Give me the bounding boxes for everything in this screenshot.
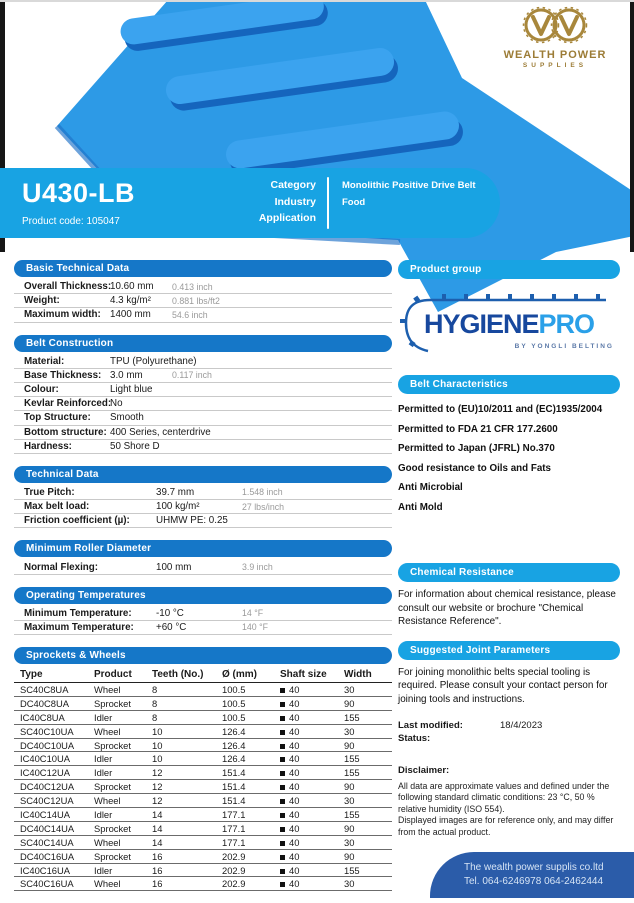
belt-characteristics-list (398, 400, 620, 517)
last-modified-label: Last modified: (398, 719, 463, 731)
table-cell: 155 (344, 753, 360, 765)
spec-value: No (110, 398, 123, 410)
table-cell: 151.4 (222, 781, 246, 793)
category-label: Category (270, 179, 316, 191)
spec-row (14, 383, 392, 397)
table-cell: 177.1 (222, 836, 246, 848)
table-cell: 8 (152, 711, 158, 723)
table-cell: 40 (274, 767, 338, 778)
spec-imperial-value: 14 °F (242, 608, 264, 619)
table-cell: 14 (152, 808, 163, 820)
spec-label: Minimum Temperature: (24, 607, 132, 619)
table-cell: 90 (344, 739, 355, 751)
section-operating-temperatures (14, 587, 392, 635)
table-cell: 90 (344, 781, 355, 793)
footer-telephone: Tel. 064-6246978 064-2462444 (464, 875, 604, 887)
table-cell: 40 (274, 878, 338, 889)
pro-text: PRO (538, 309, 595, 339)
square-shaft-icon (280, 688, 285, 693)
spec-row (14, 621, 392, 635)
column-header: Ø (mm) (222, 669, 257, 680)
spec-label: Normal Flexing: (24, 561, 99, 573)
section-title: Operating Temperatures (14, 587, 392, 604)
application-label: Application (258, 212, 316, 224)
table-cell: 40 (274, 837, 338, 848)
table-cell: SC40C10UA (20, 725, 74, 737)
page-top-border (0, 0, 634, 2)
table-cell: Idler (94, 767, 113, 779)
status-label: Status: (398, 732, 431, 744)
spec-row (14, 355, 392, 369)
spec-row (14, 426, 392, 440)
table-row (14, 711, 392, 725)
table-row (14, 752, 392, 766)
table-cell: SC40C16UA (20, 878, 74, 890)
spec-row (14, 440, 392, 454)
table-cell: 202.9 (222, 878, 246, 890)
square-shaft-icon (280, 744, 285, 749)
hygienepro-logo (398, 289, 620, 363)
spec-imperial-value: 54.6 inch (172, 309, 208, 320)
spec-row (14, 280, 392, 294)
spec-label: Base Thickness: (24, 369, 102, 381)
table-cell: 40 (274, 851, 338, 862)
square-shaft-icon (280, 827, 285, 832)
table-row (14, 822, 392, 836)
table-cell: 100.5 (222, 711, 246, 723)
table-cell: 126.4 (222, 725, 246, 737)
specs-column (14, 260, 392, 903)
brand-subtitle: SUPPLIES (522, 62, 588, 69)
table-cell: Idler (94, 711, 113, 723)
table-cell: 16 (152, 850, 163, 862)
disclaimer-text (398, 781, 620, 839)
chemical-resistance-text: For information about chemical resistance, please consult our website or brochure "Chemical Resistance Reference". (398, 589, 616, 628)
square-shaft-icon (280, 771, 285, 776)
header-meta-values (342, 178, 476, 211)
table-cell: Wheel (94, 725, 121, 737)
table-cell: IC40C12UA (20, 767, 71, 779)
spec-imperial-value: 0.117 inch (172, 370, 212, 381)
table-cell: 126.4 (222, 739, 246, 751)
suggested-joint-text: For joining monolithic belts special tooling is required. Please consult your contact person for joining tools and instructions. (398, 666, 608, 705)
header-divider (327, 177, 329, 229)
table-cell: 16 (152, 878, 163, 890)
table-cell: 12 (152, 767, 163, 779)
spec-value: UHMW PE: 0.25 (156, 515, 228, 527)
spec-value: -10 °C (156, 607, 184, 619)
wealth-power-supplies-logo (490, 6, 620, 69)
square-shaft-icon (280, 869, 285, 874)
spec-value: 10.60 mm (110, 281, 154, 293)
characteristic-item: Anti Microbial (398, 482, 463, 493)
info-column (398, 260, 620, 839)
sprockets-table (14, 667, 392, 891)
square-shaft-icon (280, 702, 285, 707)
table-cell: 40 (274, 684, 338, 695)
table-cell: DC40C12UA (20, 781, 75, 793)
characteristic-item: Permitted to (EU)10/2011 and (EC)1935/2004 (398, 404, 603, 415)
table-row (14, 739, 392, 753)
table-cell: Idler (94, 753, 113, 765)
table-cell: 12 (152, 781, 163, 793)
spec-label: Kevlar Reinforced: (24, 398, 112, 410)
spec-imperial-value: 0.413 inch (172, 281, 213, 292)
table-row (14, 850, 392, 864)
last-modified-value: 18/4/2023 (500, 719, 543, 731)
table-row (14, 864, 392, 878)
product-title: U430-LB (22, 178, 136, 208)
spec-rows (14, 486, 392, 529)
spec-imperial-value: 140 °F (242, 622, 269, 633)
belt-characteristics-title: Belt Characteristics (398, 375, 620, 394)
table-cell: 12 (152, 795, 163, 807)
table-cell: 126.4 (222, 753, 246, 765)
table-cell: 40 (274, 726, 338, 737)
section-title: Minimum Roller Diameter (14, 540, 392, 557)
table-cell: SC40C8UA (20, 683, 69, 695)
spec-value: TPU (Polyurethane) (110, 355, 197, 367)
table-cell: 10 (152, 739, 163, 751)
table-cell: SC40C14UA (20, 836, 74, 848)
table-row (14, 808, 392, 822)
spec-value: Light blue (110, 384, 153, 396)
table-cell: SC40C12UA (20, 795, 74, 807)
spec-label: True Pitch: (24, 486, 75, 498)
section-basic-technical-data (14, 260, 392, 323)
column-header: Width (344, 669, 372, 680)
status-row (398, 732, 620, 745)
table-cell: 30 (344, 683, 355, 695)
characteristic-item: Permitted to FDA 21 CFR 177.2600 (398, 423, 558, 435)
spec-row (14, 294, 392, 308)
square-shaft-icon (280, 813, 285, 818)
table-cell: 30 (344, 836, 355, 848)
spec-label: Material: (24, 355, 65, 367)
table-cell: Sprocket (94, 850, 131, 862)
section-title: Technical Data (14, 466, 392, 483)
spec-value: +60 °C (156, 621, 187, 633)
table-cell: 155 (344, 711, 360, 723)
column-header: Type (20, 669, 43, 680)
spec-row (14, 411, 392, 425)
table-header-row (14, 667, 392, 683)
table-cell: DC40C14UA (20, 822, 75, 834)
spec-value: 100 kg/m² (156, 501, 200, 513)
table-cell: 151.4 (222, 795, 246, 807)
product-code: Product code: 105047 (22, 216, 120, 227)
spec-row (14, 369, 392, 383)
table-cell: Sprocket (94, 822, 131, 834)
spec-imperial-value: 27 lbs/inch (242, 501, 285, 512)
suggested-joint-title: Suggested Joint Parameters (398, 641, 620, 660)
disclaimer-line-2: Displayed images are for reference only, and may differ from the actual product. (398, 815, 614, 837)
table-cell: Wheel (94, 836, 121, 848)
spec-label: Colour: (24, 384, 59, 396)
table-cell: 90 (344, 850, 355, 862)
table-row (14, 683, 392, 697)
document-meta (398, 719, 620, 745)
table-cell: Wheel (94, 683, 121, 695)
spec-rows (14, 280, 392, 323)
table-cell: 90 (344, 822, 355, 834)
last-modified-row (398, 719, 620, 732)
table-cell: 14 (152, 822, 163, 834)
section-title: Basic Technical Data (14, 260, 392, 277)
table-cell: Sprocket (94, 781, 131, 793)
table-cell: 16 (152, 864, 163, 876)
spec-value: Smooth (110, 412, 144, 424)
table-row (14, 725, 392, 739)
table-cell: 177.1 (222, 822, 246, 834)
characteristic-item: Good resistance to Oils and Fats (398, 462, 551, 474)
spec-row (14, 514, 392, 528)
table-cell: Sprocket (94, 697, 131, 709)
table-cell: 177.1 (222, 808, 246, 820)
table-row (14, 794, 392, 808)
spec-row (14, 500, 392, 514)
spec-row (14, 397, 392, 411)
column-header: Product (94, 669, 132, 680)
industry-value: Food (342, 196, 366, 208)
table-cell: 155 (344, 864, 360, 876)
spec-row (14, 560, 392, 574)
hygiene-text: HYGIENE (424, 309, 539, 339)
square-shaft-icon (280, 841, 285, 846)
table-cell: 100.5 (222, 683, 246, 695)
square-shaft-icon (280, 882, 285, 887)
section-minimum-roller-diameter (14, 540, 392, 574)
table-cell: Wheel (94, 878, 121, 890)
table-cell: 155 (344, 808, 360, 820)
square-shaft-icon (280, 757, 285, 762)
industry-label: Industry (274, 195, 316, 208)
spec-row (14, 486, 392, 500)
table-cell: 8 (152, 683, 158, 695)
table-cell: 40 (274, 753, 338, 764)
spec-row (14, 607, 392, 621)
table-cell: 30 (344, 725, 355, 737)
square-shaft-icon (280, 855, 285, 860)
table-cell: Sprocket (94, 739, 131, 751)
disclaimer-title: Disclaimer: (398, 764, 450, 776)
spec-value: 39.7 mm (156, 486, 195, 498)
table-cell: 10 (152, 725, 163, 737)
table-cell: 151.4 (222, 767, 246, 779)
table-cell: 10 (152, 753, 163, 765)
photo-right-edge (630, 0, 634, 252)
table-cell: 40 (274, 823, 338, 834)
table-cell: 40 (274, 712, 338, 723)
spec-label: Bottom structure: (24, 426, 107, 438)
product-group-title: Product group (398, 260, 620, 279)
table-row (14, 877, 392, 891)
section-technical-data (14, 466, 392, 529)
spec-value: 400 Series, centerdrive (110, 426, 211, 438)
table-body (14, 683, 392, 891)
table-cell: 14 (152, 836, 163, 848)
spec-rows (14, 355, 392, 454)
table-cell: 40 (274, 795, 338, 806)
column-header: Shaft size (280, 669, 327, 680)
table-cell: 30 (344, 878, 355, 890)
section-title: Belt Construction (14, 335, 392, 352)
spec-imperial-value: 3.9 inch (242, 562, 273, 573)
spec-value: 50 Shore D (110, 440, 160, 452)
double-gear-w-icon (503, 6, 607, 46)
square-shaft-icon (280, 730, 285, 735)
table-row (14, 780, 392, 794)
table-cell: 30 (344, 795, 355, 807)
table-cell: DC40C10UA (20, 739, 75, 751)
spec-imperial-value: 1.548 inch (242, 487, 283, 498)
square-shaft-icon (280, 799, 285, 804)
yongli-byline: BY YONGLI BELTING (514, 343, 614, 350)
table-cell: 90 (344, 697, 355, 709)
chemical-resistance-title: Chemical Resistance (398, 563, 620, 582)
table-row (14, 766, 392, 780)
spec-label: Maximum Temperature: (24, 621, 134, 633)
spec-rows (14, 607, 392, 635)
category-value: Monolithic Positive Drive Belt (342, 180, 476, 191)
section-sprockets-wheels (14, 647, 392, 891)
disclaimer-line-1: All data are approximate values and defined under the following standard climatic conditions: 23 °C, 50 % relative humidity (ISO 554). (398, 780, 610, 814)
spec-value: 3.0 mm (110, 369, 143, 381)
table-cell: 202.9 (222, 850, 246, 862)
table-cell: 40 (274, 698, 338, 709)
table-cell: 155 (344, 767, 360, 779)
table-cell: IC40C14UA (20, 808, 71, 820)
spec-label: Maximum width: (24, 309, 101, 321)
spec-value: 4.3 kg/m² (110, 295, 151, 307)
spec-imperial-value: 0.881 lbs/ft2 (172, 295, 220, 306)
table-cell: 40 (274, 740, 338, 751)
table-cell: 40 (274, 781, 338, 792)
table-row (14, 697, 392, 711)
table-row (14, 836, 392, 850)
table-cell: 202.9 (222, 864, 246, 876)
hygienepro-wordmark (424, 309, 594, 340)
table-cell: 100.5 (222, 697, 246, 709)
spec-label: Hardness: (24, 440, 72, 452)
spec-label: Max belt load: (24, 501, 90, 513)
table-cell: IC40C10UA (20, 753, 71, 765)
spec-row (14, 308, 392, 322)
characteristic-item: Anti Mold (398, 501, 443, 513)
spec-label: Weight: (24, 295, 60, 307)
spec-label: Friction coefficient (µ): (24, 515, 130, 527)
header-meta-labels (228, 177, 316, 227)
section-belt-construction (14, 335, 392, 454)
brand-name: WEALTH POWER (503, 49, 607, 61)
spec-rows (14, 560, 392, 574)
table-cell: Idler (94, 864, 113, 876)
characteristic-item: Permitted to Japan (JFRL) No.370 (398, 443, 555, 454)
table-cell: DC40C8UA (20, 697, 69, 709)
square-shaft-icon (280, 716, 285, 721)
column-header: Teeth (No.) (152, 669, 204, 680)
table-cell: 40 (274, 865, 338, 876)
square-shaft-icon (280, 785, 285, 790)
table-cell: Idler (94, 808, 113, 820)
table-cell: DC40C16UA (20, 850, 75, 862)
spec-value: 100 mm (156, 561, 192, 573)
table-cell: IC40C8UA (20, 711, 65, 723)
table-cell: IC40C16UA (20, 864, 71, 876)
spec-value: 1400 mm (110, 309, 151, 321)
section-title: Sprockets & Wheels (14, 647, 392, 664)
spec-label: Overall Thickness: (24, 281, 112, 293)
product-header-band (0, 168, 500, 238)
footer-company: The wealth power supplis co.ltd (464, 862, 604, 873)
table-cell: 40 (274, 809, 338, 820)
table-cell: Wheel (94, 795, 121, 807)
spec-label: Top Structure: (24, 412, 91, 424)
footer-contact-band (430, 852, 634, 898)
table-cell: 8 (152, 697, 158, 709)
